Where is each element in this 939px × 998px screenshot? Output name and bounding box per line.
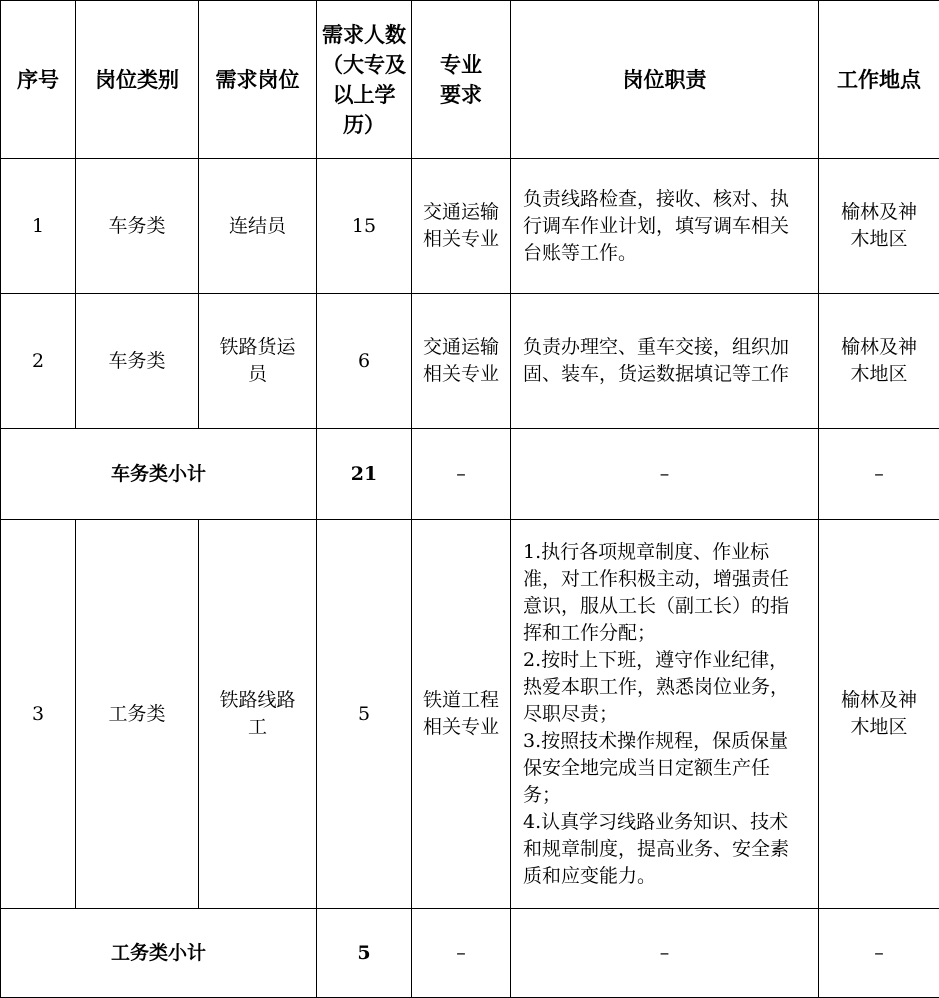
row-duty: 负责线路检查，接收、核对、执行调车作业计划，填写调车相关台账等工作。 [511, 159, 819, 294]
header-position: 需求岗位 [199, 1, 317, 159]
row-location: 榆林及神木地区 [819, 294, 939, 429]
subtotal-major: – [412, 909, 511, 998]
row-location: 榆林及神木地区 [819, 159, 939, 294]
row-count: 5 [317, 520, 412, 909]
row-location: 榆林及神木地区 [819, 520, 939, 909]
row-index: 2 [1, 294, 76, 429]
row-index: 1 [1, 159, 76, 294]
row-major: 交通运输相关专业 [412, 159, 511, 294]
subtotal-duty: – [511, 909, 819, 998]
subtotal-duty: – [511, 429, 819, 520]
duty-item: 2.按时上下班，遵守作业纪律，热爱本职工作，熟悉岗位业务，尽职尽责； [523, 647, 804, 728]
row-count: 6 [317, 294, 412, 429]
row-duty: 负责办理空、重车交接，组织加固、装车，货运数据填记等工作 [511, 294, 819, 429]
row-position: 铁路货运员 [199, 294, 317, 429]
row-position: 铁路线路工 [199, 520, 317, 909]
duty-item: 4.认真学习线路业务知识、技术和规章制度，提高业务、安全素质和应变能力。 [523, 809, 804, 890]
row-major: 交通运输相关专业 [412, 294, 511, 429]
header-major: 专业要求 [412, 1, 511, 159]
header-row [1, 1, 939, 159]
header-duty: 岗位职责 [511, 1, 819, 159]
row-duty-list [511, 520, 819, 909]
subtotal-label: 工务类小计 [1, 909, 317, 998]
duty-item: 1.执行各项规章制度、作业标准，对工作积极主动，增强责任意识，服从工长（副工长）的指挥和工作分配； [523, 539, 804, 647]
row-major: 铁道工程相关专业 [412, 520, 511, 909]
subtotal-count: 5 [317, 909, 412, 998]
table-row [1, 520, 939, 909]
subtotal-major: – [412, 429, 511, 520]
row-count: 15 [317, 159, 412, 294]
row-category: 车务类 [76, 294, 199, 429]
table-row [1, 294, 939, 429]
subtotal-row [1, 429, 939, 520]
duty-item: 3.按照技术操作规程，保质保量保安全地完成当日定额生产任务； [523, 728, 804, 809]
header-category: 岗位类别 [76, 1, 199, 159]
header-count: 需求人数（大专及以上学历） [317, 1, 412, 159]
row-position: 连结员 [199, 159, 317, 294]
subtotal-label: 车务类小计 [1, 429, 317, 520]
header-index: 序号 [1, 1, 76, 159]
subtotal-location: – [819, 429, 939, 520]
table-row [1, 159, 939, 294]
subtotal-location: – [819, 909, 939, 998]
row-category: 车务类 [76, 159, 199, 294]
row-index: 3 [1, 520, 76, 909]
row-category: 工务类 [76, 520, 199, 909]
subtotal-count: 21 [317, 429, 412, 520]
header-location: 工作地点 [819, 1, 939, 159]
subtotal-row [1, 909, 939, 998]
